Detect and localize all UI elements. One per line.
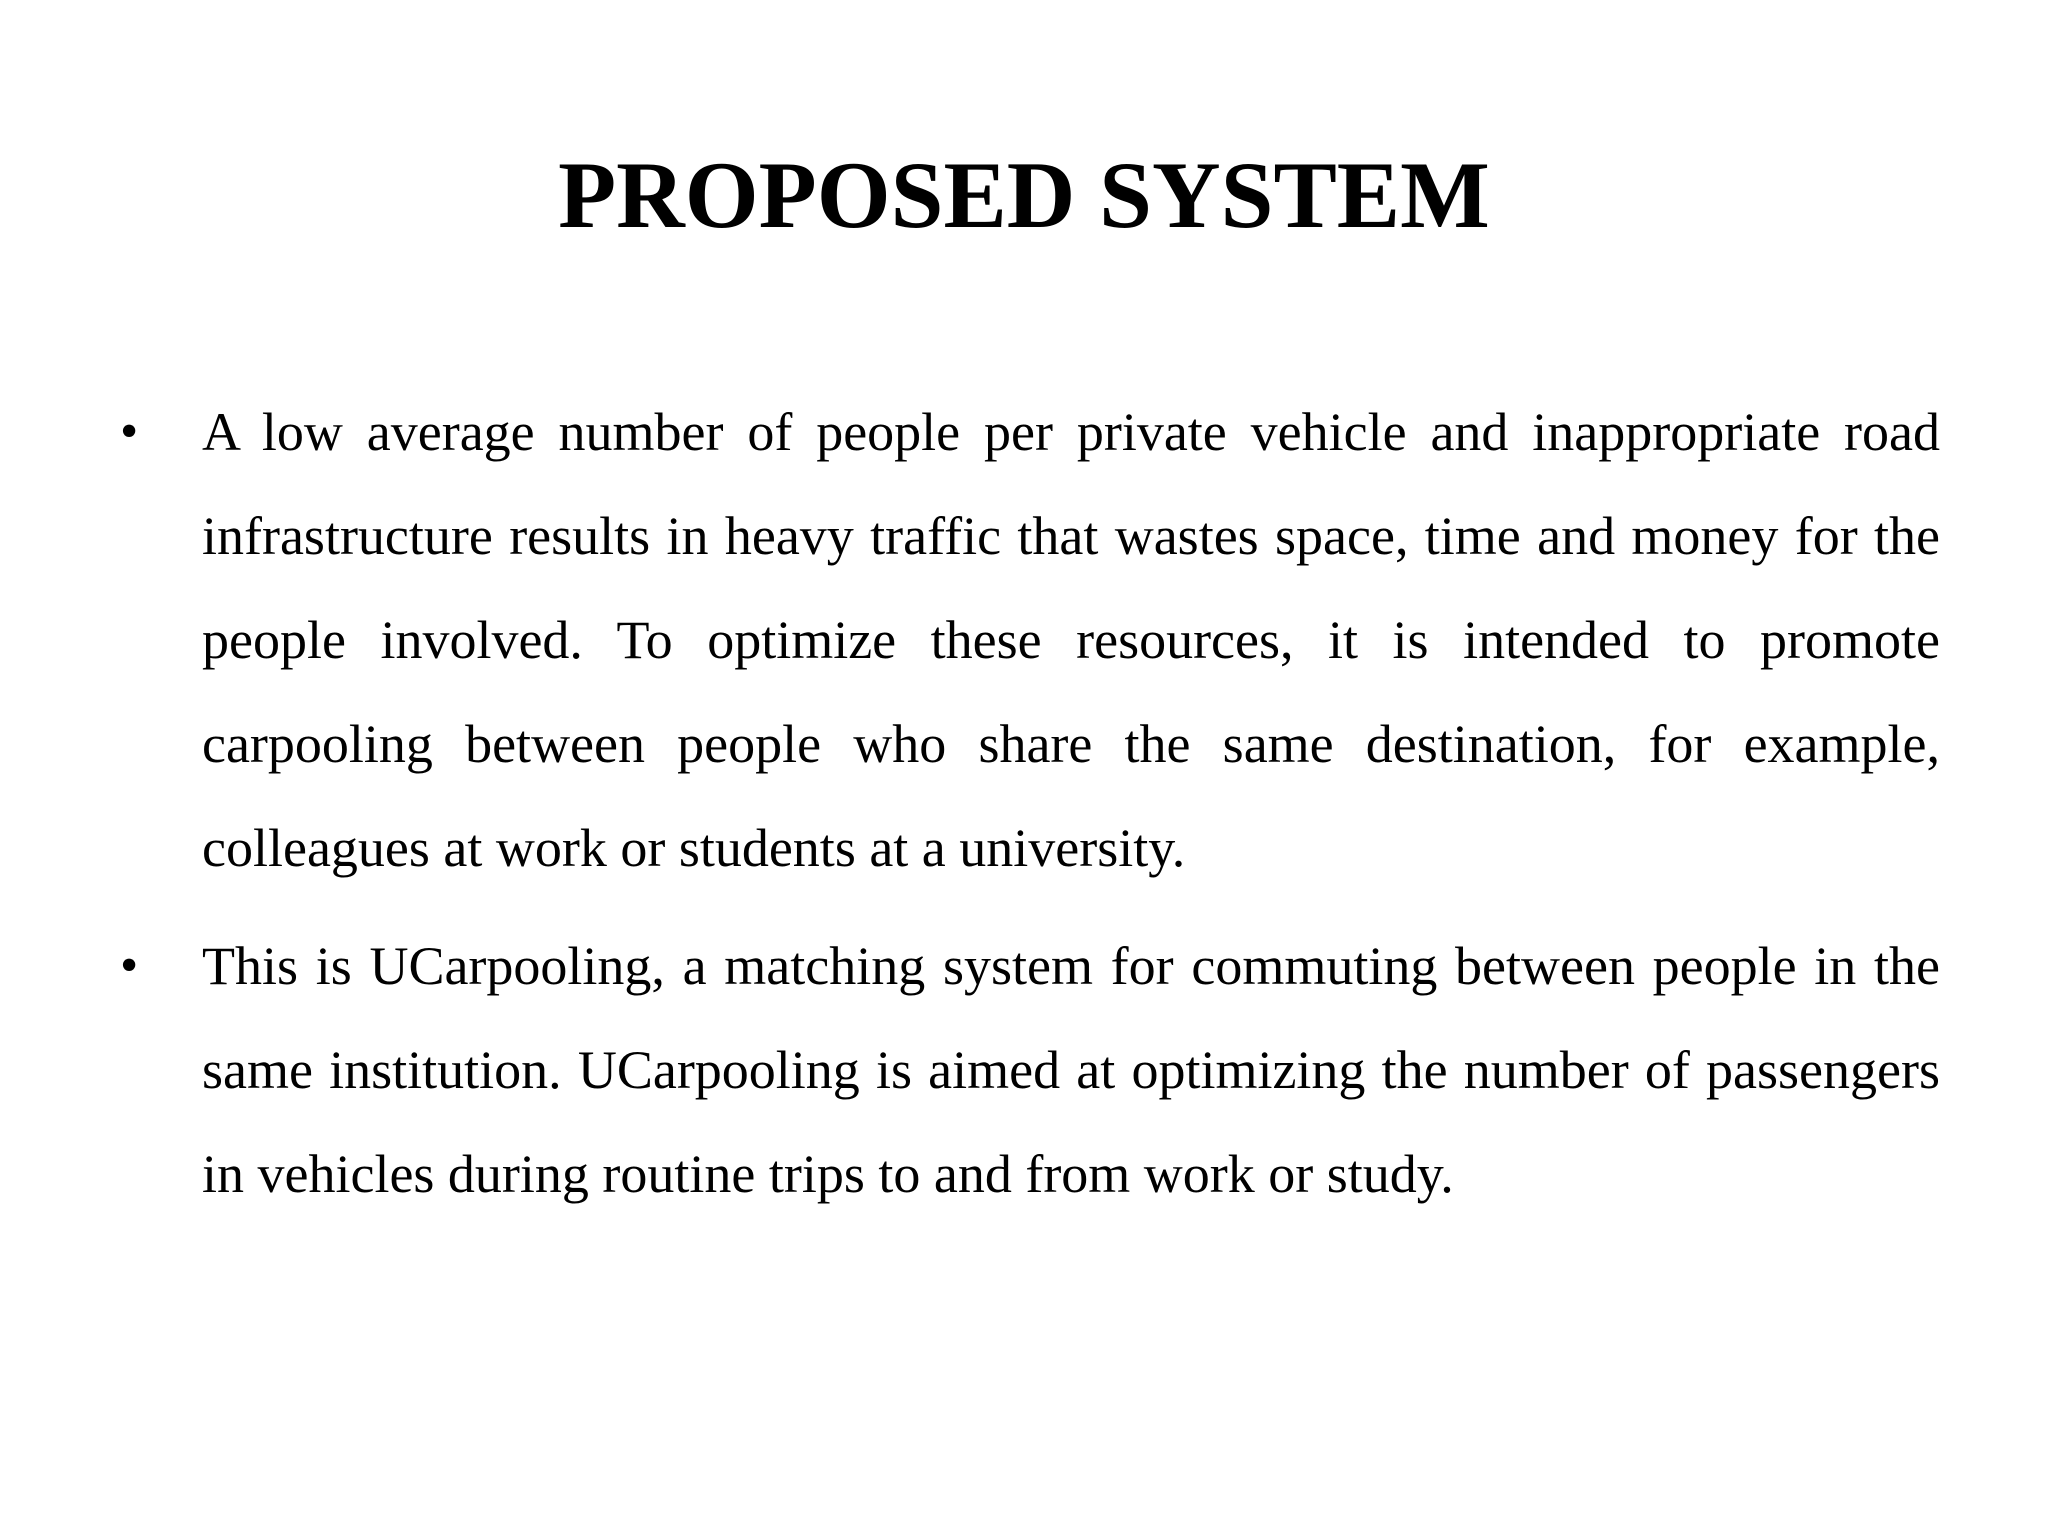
bullet-item (120, 380, 1940, 900)
bullet-point-icon: • (120, 937, 139, 994)
bullet-point-icon: • (120, 403, 139, 460)
bullet-list (120, 380, 1940, 1240)
bullet-item (120, 914, 1940, 1226)
slide-title: PROPOSED SYSTEM (558, 142, 1490, 248)
bullet-text: This is UCarpooling, a matching system for commuting between people in the same institution. UCarpooling is aimed at optimizing the number of passengers in vehicles during routine trips to and from work or study. (202, 936, 1940, 1204)
bullet-text: A low average number of people per private vehicle and inappropriate road infrastructure results in heavy traffic that wastes space, time and money for the people involved. To optimize these resources, it is intended to promote carpooling between people who share the same destination, for example, colleagues at work or students at a university. (202, 402, 1940, 878)
